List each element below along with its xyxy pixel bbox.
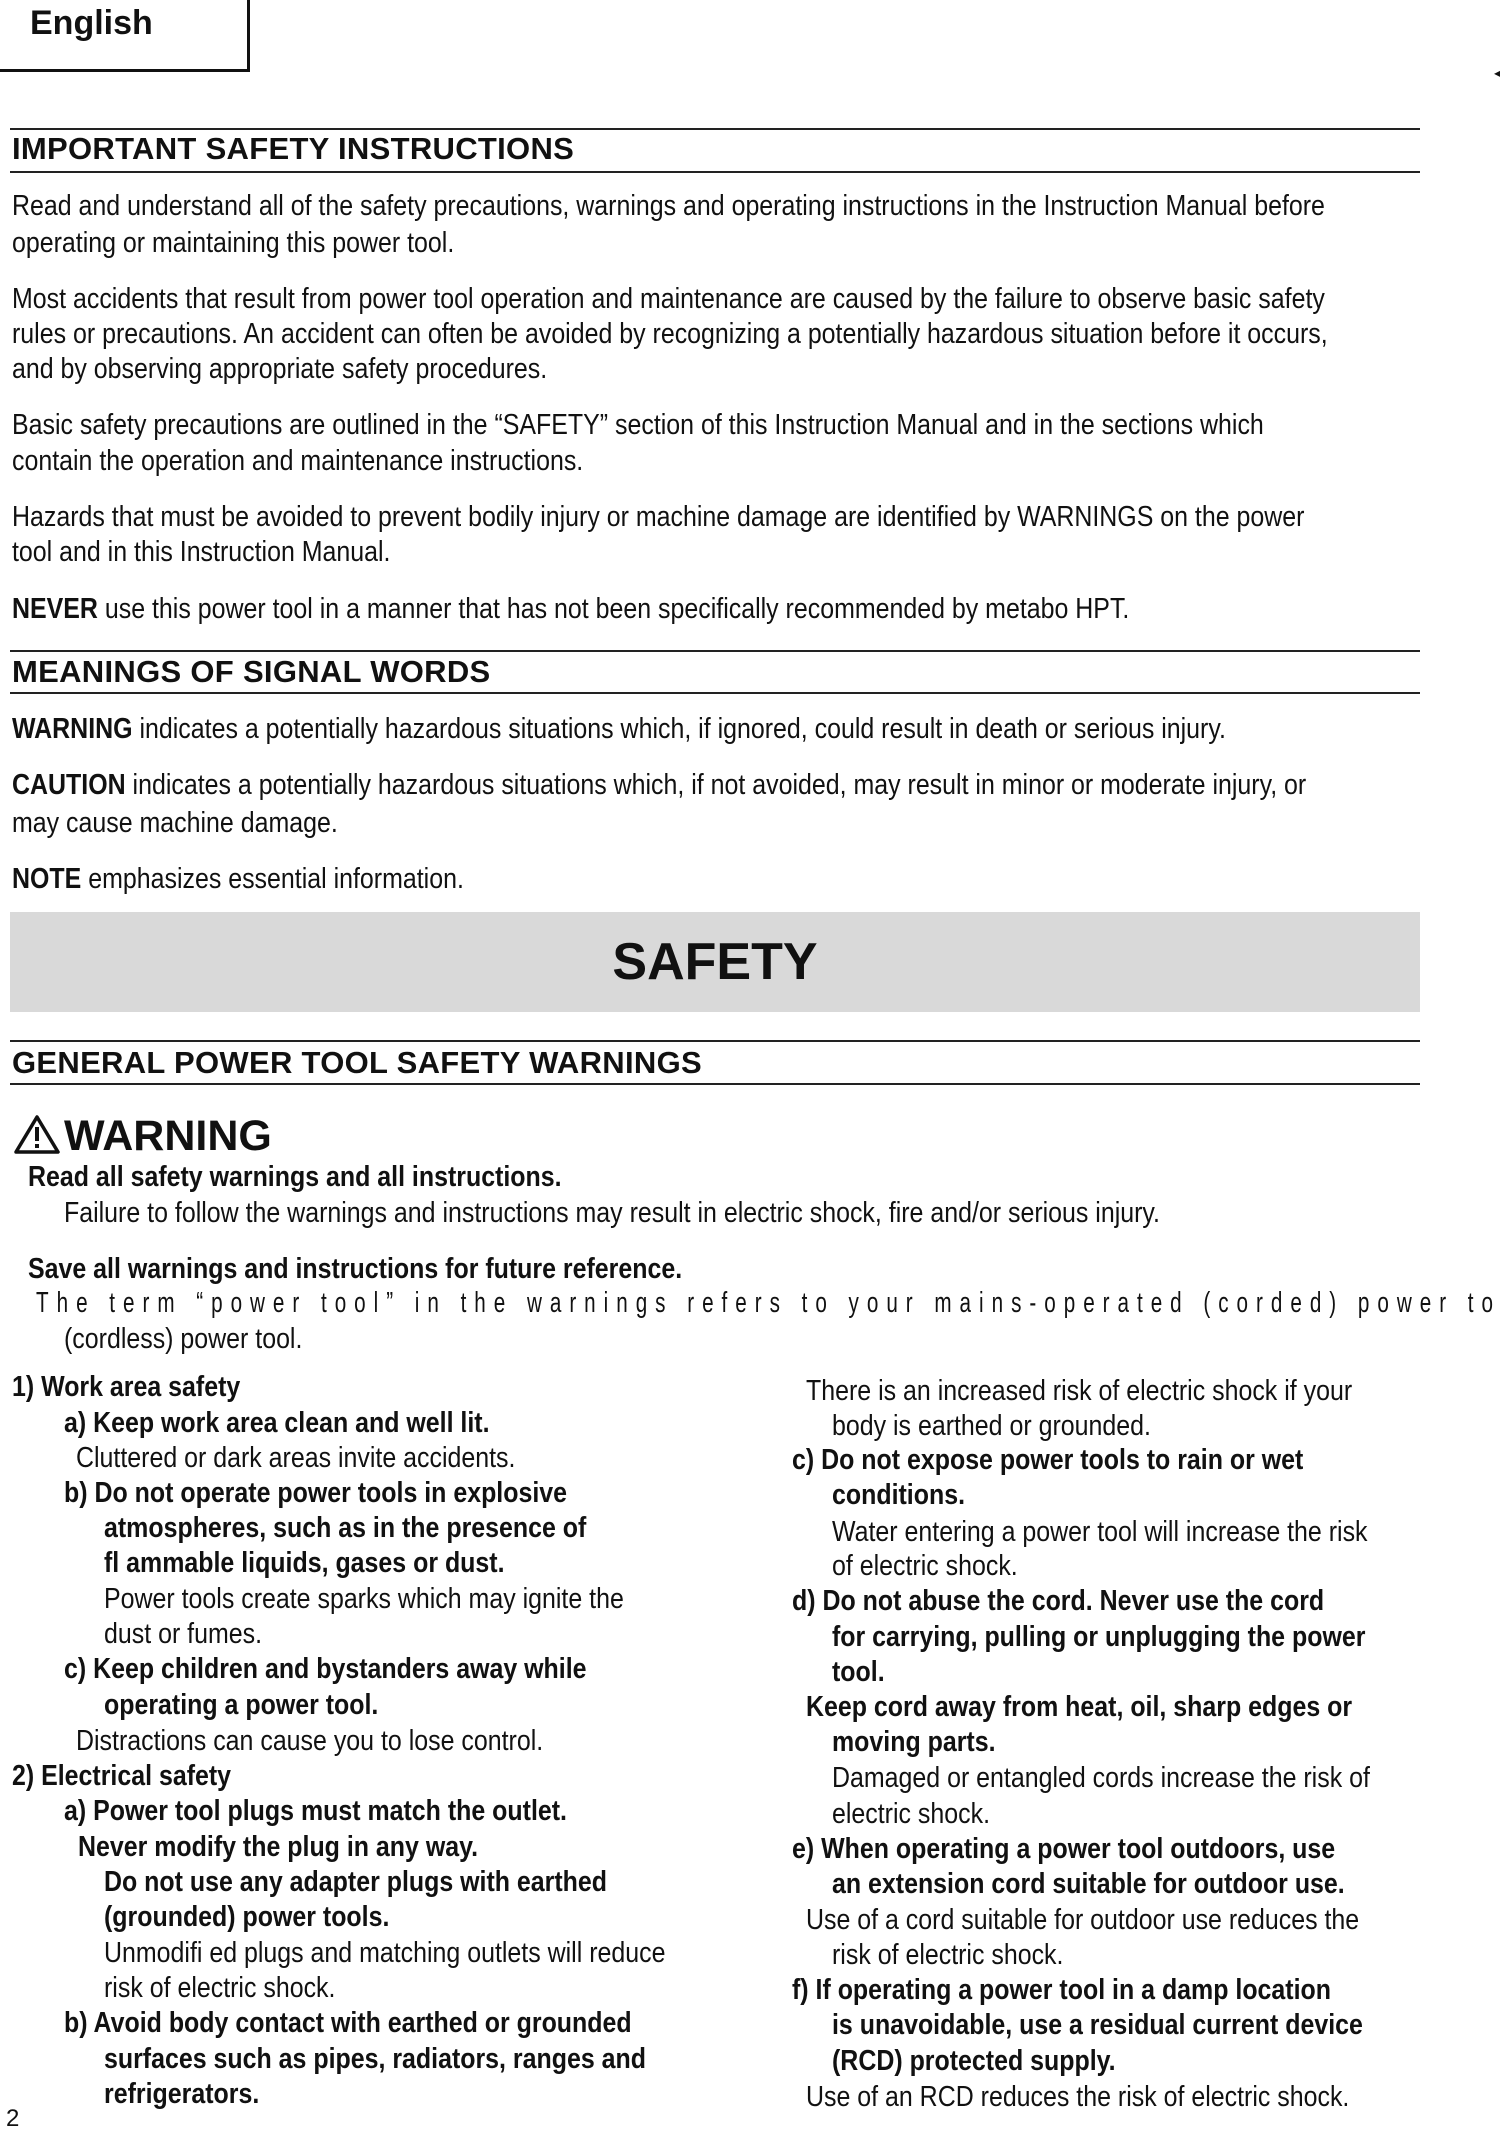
section-rule-bottom [10,1083,1420,1085]
important-p2-line1: Most accidents that result from power tool operation and maintenance are caused by the failure to observe basic safety [12,283,1325,315]
list-item: a) Power tool plugs must match the outlet. [64,1795,567,1827]
note-label: NOTE [12,863,82,895]
caution-text-line2: may cause machine damage. [12,807,338,839]
list-item: Keep cord away from heat, oil, sharp edges or [806,1691,1353,1723]
list-item: Unmodifi ed plugs and matching outlets will reduce [104,1937,666,1969]
important-p1-line2: operating or maintaining this power tool. [12,227,455,259]
list-item: Distractions can cause you to lose control. [76,1725,544,1757]
important-p3-line2: contain the operation and maintenance instructions. [12,445,584,477]
important-p5 [12,592,1129,626]
warning-label: WARNING [12,713,133,745]
list-item: Power tools create sparks which may ignite the [104,1583,624,1615]
list-item: risk of electric shock. [832,1939,1064,1971]
caution-text: indicates a potentially hazardous situations which, if not avoided, may result in minor or moderate injury, or [125,769,1307,801]
list-item: Use of an RCD reduces the risk of electric shock. [806,2081,1350,2113]
never-text: use this power tool in a manner that has not been specifically recommended by metabo HPT. [97,593,1130,625]
section-rule-top [10,128,1420,130]
section-rule-bottom [10,692,1420,694]
safety-banner-title: SAFETY [612,933,818,991]
signal-caution [12,768,1306,802]
list-item: surfaces such as pipes, radiators, ranges and [104,2043,646,2075]
list-item: of electric shock. [832,1550,1018,1582]
warning-triangle-icon [14,1114,60,1154]
safety-banner [10,912,1420,1012]
warning-text: indicates a potentially hazardous situations which, if ignored, could result in death or serious injury. [132,713,1226,745]
list-item: (grounded) power tools. [104,1901,390,1933]
list-item: (RCD) protected supply. [832,2045,1116,2077]
corner-mark: ◂ [1494,66,1501,80]
list-item: electric shock. [832,1798,991,1830]
language-label: English [30,4,153,42]
page-number: 2 [6,2105,20,2132]
list-item: 1) Work area safety [12,1371,241,1403]
warning-heading-label: WARNING [64,1112,272,1160]
section-rule-top [10,650,1420,652]
note-text: emphasizes essential information. [81,863,464,895]
important-p2-line3: and by observing appropriate safety procedures. [12,353,548,385]
important-p2-line2: rules or precautions. An accident can often be avoided by recognizing a potentially hazardous situation before it occurs, [12,318,1328,350]
list-item: operating a power tool. [104,1689,379,1721]
list-item: a) Keep work area clean and well lit. [64,1407,490,1439]
list-item: dust or fumes. [104,1618,263,1650]
list-item: moving parts. [832,1726,996,1758]
caution-label: CAUTION [12,769,126,801]
section-rule-top [10,1040,1420,1042]
save-all-instructions: Save all warnings and instructions for future reference. [28,1253,683,1285]
important-p4-line1: Hazards that must be avoided to prevent bodily injury or machine damage are identified by WARNINGS on the power [12,501,1305,533]
list-item: is unavoidable, use a residual current device [832,2009,1363,2041]
list-item: f) If operating a power tool in a damp location [792,1974,1332,2006]
signal-words-title: MEANINGS OF SIGNAL WORDS [12,654,491,689]
list-item: 2) Electrical safety [12,1760,232,1792]
list-item: refrigerators. [104,2078,260,2110]
never-label: NEVER [12,593,98,625]
list-item: for carrying, pulling or unplugging the power [832,1621,1366,1653]
section-rule-bottom [10,171,1420,173]
cordless-text: (cordless) power tool. [64,1323,303,1355]
list-item: fl ammable liquids, gases or dust. [104,1547,505,1579]
list-item: Use of a cord suitable for outdoor use reduces the [806,1904,1360,1936]
general-title: GENERAL POWER TOOL SAFETY WARNINGS [12,1045,702,1080]
important-p3-line1: Basic safety precautions are outlined in the “SAFETY” section of this Instruction Manual and in the sections which [12,409,1264,441]
language-tab [0,0,250,72]
read-all-instructions: Read all safety warnings and all instructions. [28,1161,562,1193]
important-title: IMPORTANT SAFETY INSTRUCTIONS [12,131,575,166]
list-item: There is an increased risk of electric shock if your [806,1375,1353,1407]
failure-text: Failure to follow the warnings and instructions may result in electric shock, fire and/or serious injury. [64,1197,1160,1229]
signal-note [12,862,464,896]
warning-heading [14,1112,272,1161]
list-item: b) Avoid body contact with earthed or grounded [64,2007,632,2039]
signal-warning [12,712,1226,746]
important-p1-line1: Read and understand all of the safety precautions, warnings and operating instructions in the Instruction Manual before [12,190,1325,222]
list-item: Water entering a power tool will increase the risk [832,1516,1368,1548]
list-item: body is earthed or grounded. [832,1410,1151,1442]
list-item: e) When operating a power tool outdoors, use [792,1833,1336,1865]
list-item: Damaged or entangled cords increase the risk of [832,1762,1370,1794]
list-item: conditions. [832,1479,966,1511]
list-item: d) Do not abuse the cord. Never use the cord [792,1585,1325,1617]
list-item: atmospheres, such as in the presence of [104,1512,587,1544]
list-item: Never modify the plug in any way. [78,1831,479,1863]
power-tool-term-text: The term “power tool” in the warnings refers to your mains-operated (corded) power to [36,1287,1501,1319]
list-item: Do not use any adapter plugs with earthed [104,1866,608,1898]
list-item: an extension cord suitable for outdoor use. [832,1868,1345,1900]
list-item: tool. [832,1656,885,1688]
list-item: b) Do not operate power tools in explosive [64,1477,568,1509]
list-item: Cluttered or dark areas invite accidents. [76,1442,516,1474]
list-item: risk of electric shock. [104,1972,336,2004]
list-item: c) Do not expose power tools to rain or wet [792,1444,1304,1476]
important-p4-line2: tool and in this Instruction Manual. [12,536,391,568]
list-item: c) Keep children and bystanders away while [64,1653,587,1685]
